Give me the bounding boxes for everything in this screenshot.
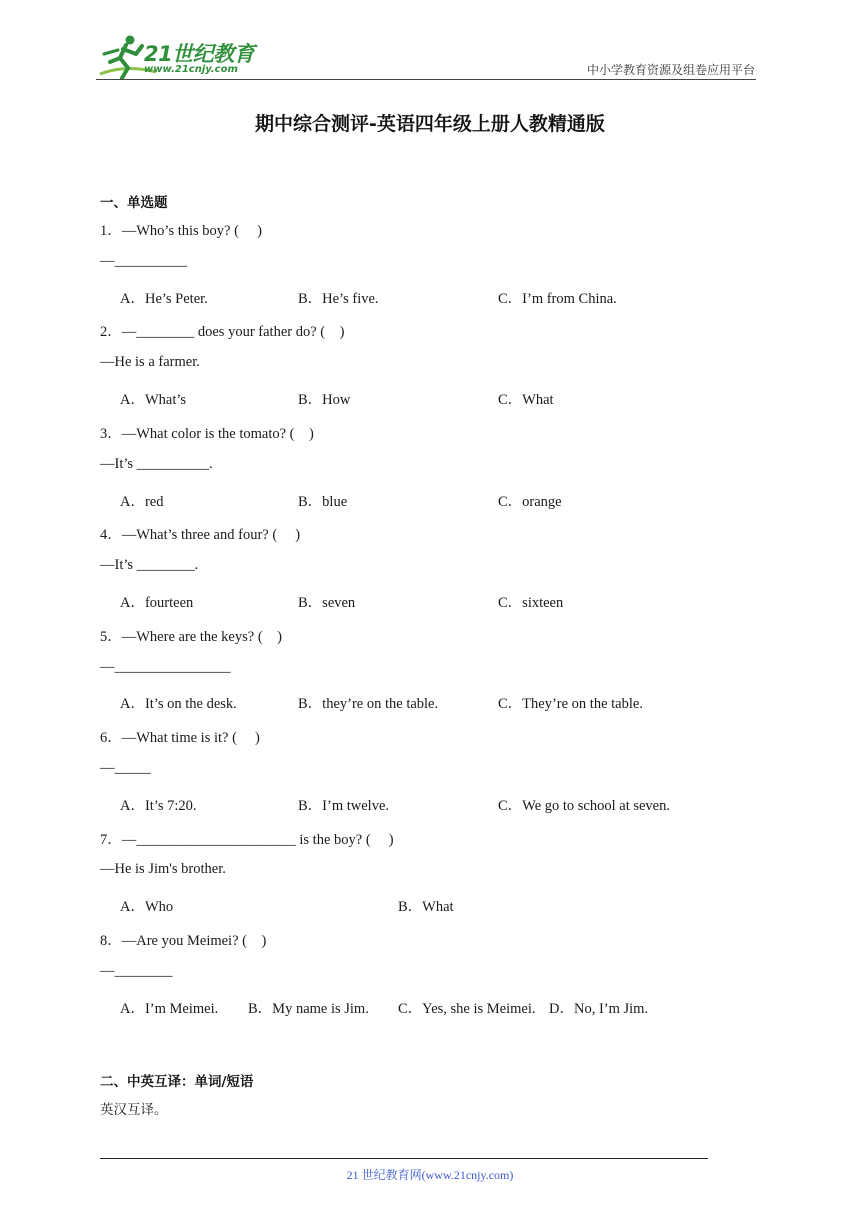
section-2-instruction: 英汉互译。 bbox=[100, 1102, 168, 1118]
question-4-option-a[interactable]: A．fourteen bbox=[120, 595, 194, 611]
question-5-answer-line: —________________ bbox=[100, 659, 231, 675]
footer-link[interactable]: 21 世纪教育网(www.21cnjy.com) bbox=[346, 1168, 514, 1182]
question-2-answer-line: —He is a farmer. bbox=[100, 354, 200, 370]
question-3-option-a[interactable]: A．red bbox=[120, 494, 164, 510]
question-8-prompt: 8．—Are you Meimei? ( ) bbox=[100, 933, 267, 949]
question-4-prompt: 4．—What’s three and four? ( ) bbox=[100, 527, 301, 543]
footer-divider bbox=[100, 1158, 708, 1159]
question-5-option-a[interactable]: A．It’s on the desk. bbox=[120, 696, 237, 712]
question-3-option-b[interactable]: B．blue bbox=[298, 494, 348, 510]
question-6-prompt: 6．—What time is it? ( ) bbox=[100, 730, 260, 746]
question-6-answer-line: —_____ bbox=[100, 760, 151, 776]
question-5-option-b[interactable]: B．they’re on the table. bbox=[298, 696, 439, 712]
question-3-option-c[interactable]: C．orange bbox=[498, 494, 562, 510]
question-1-option-b[interactable]: B．He’s five. bbox=[298, 291, 379, 307]
question-3-answer-line: —It’s __________. bbox=[100, 456, 213, 472]
question-1-option-a[interactable]: A．He’s Peter. bbox=[120, 291, 208, 307]
header-tagline: 中小学教育资源及组卷应用平台 bbox=[586, 63, 755, 77]
question-4-answer-line: —It’s ________. bbox=[100, 557, 199, 573]
question-8-option-c[interactable]: C．Yes, she is Meimei. bbox=[398, 1001, 536, 1017]
question-1-option-c[interactable]: C．I’m from China. bbox=[498, 291, 617, 307]
section-heading-1: 一、单选题 bbox=[100, 195, 168, 211]
question-1-answer-line: —__________ bbox=[100, 253, 187, 269]
question-5-option-c[interactable]: C．They’re on the table. bbox=[498, 696, 643, 712]
question-7-answer-line: —He is Jim's brother. bbox=[100, 861, 226, 877]
question-3-prompt: 3．—What color is the tomato? ( ) bbox=[100, 426, 314, 442]
question-6-option-c[interactable]: C．We go to school at seven. bbox=[498, 798, 670, 814]
logo-name: 21世纪教育 bbox=[144, 42, 255, 66]
question-4-option-c[interactable]: C．sixteen bbox=[498, 595, 564, 611]
header-divider bbox=[96, 79, 756, 80]
question-6-option-a[interactable]: A．It’s 7:20. bbox=[120, 798, 197, 814]
question-7-prompt: 7．—______________________ is the boy? ( ) bbox=[100, 832, 394, 848]
question-1-prompt: 1．—Who’s this boy? ( ) bbox=[100, 223, 262, 239]
page-title: 期中综合测评-英语四年级上册人教精通版 bbox=[255, 113, 605, 135]
question-7-option-b[interactable]: B．What bbox=[398, 899, 454, 915]
question-2-prompt: 2．—________ does your father do? ( ) bbox=[100, 324, 345, 340]
question-7-option-a[interactable]: A．Who bbox=[120, 899, 174, 915]
question-8-option-a[interactable]: A．I’m Meimei. bbox=[120, 1001, 219, 1017]
question-2-option-c[interactable]: C．What bbox=[498, 392, 554, 408]
question-8-option-d[interactable]: D．No, I’m Jim. bbox=[549, 1001, 649, 1017]
question-4-option-b[interactable]: B．seven bbox=[298, 595, 356, 611]
question-5-prompt: 5．—Where are the keys? ( ) bbox=[100, 629, 282, 645]
question-8-option-b[interactable]: B．My name is Jim. bbox=[248, 1001, 369, 1017]
question-2-option-a[interactable]: A．What’s bbox=[120, 392, 187, 408]
question-2-option-b[interactable]: B．How bbox=[298, 392, 351, 408]
question-6-option-b[interactable]: B．I’m twelve. bbox=[298, 798, 390, 814]
logo-url: www.21cnjy.com bbox=[144, 64, 238, 75]
section-heading-2: 二、中英互译：单词/短语 bbox=[100, 1074, 254, 1090]
question-8-answer-line: —________ bbox=[100, 963, 173, 979]
